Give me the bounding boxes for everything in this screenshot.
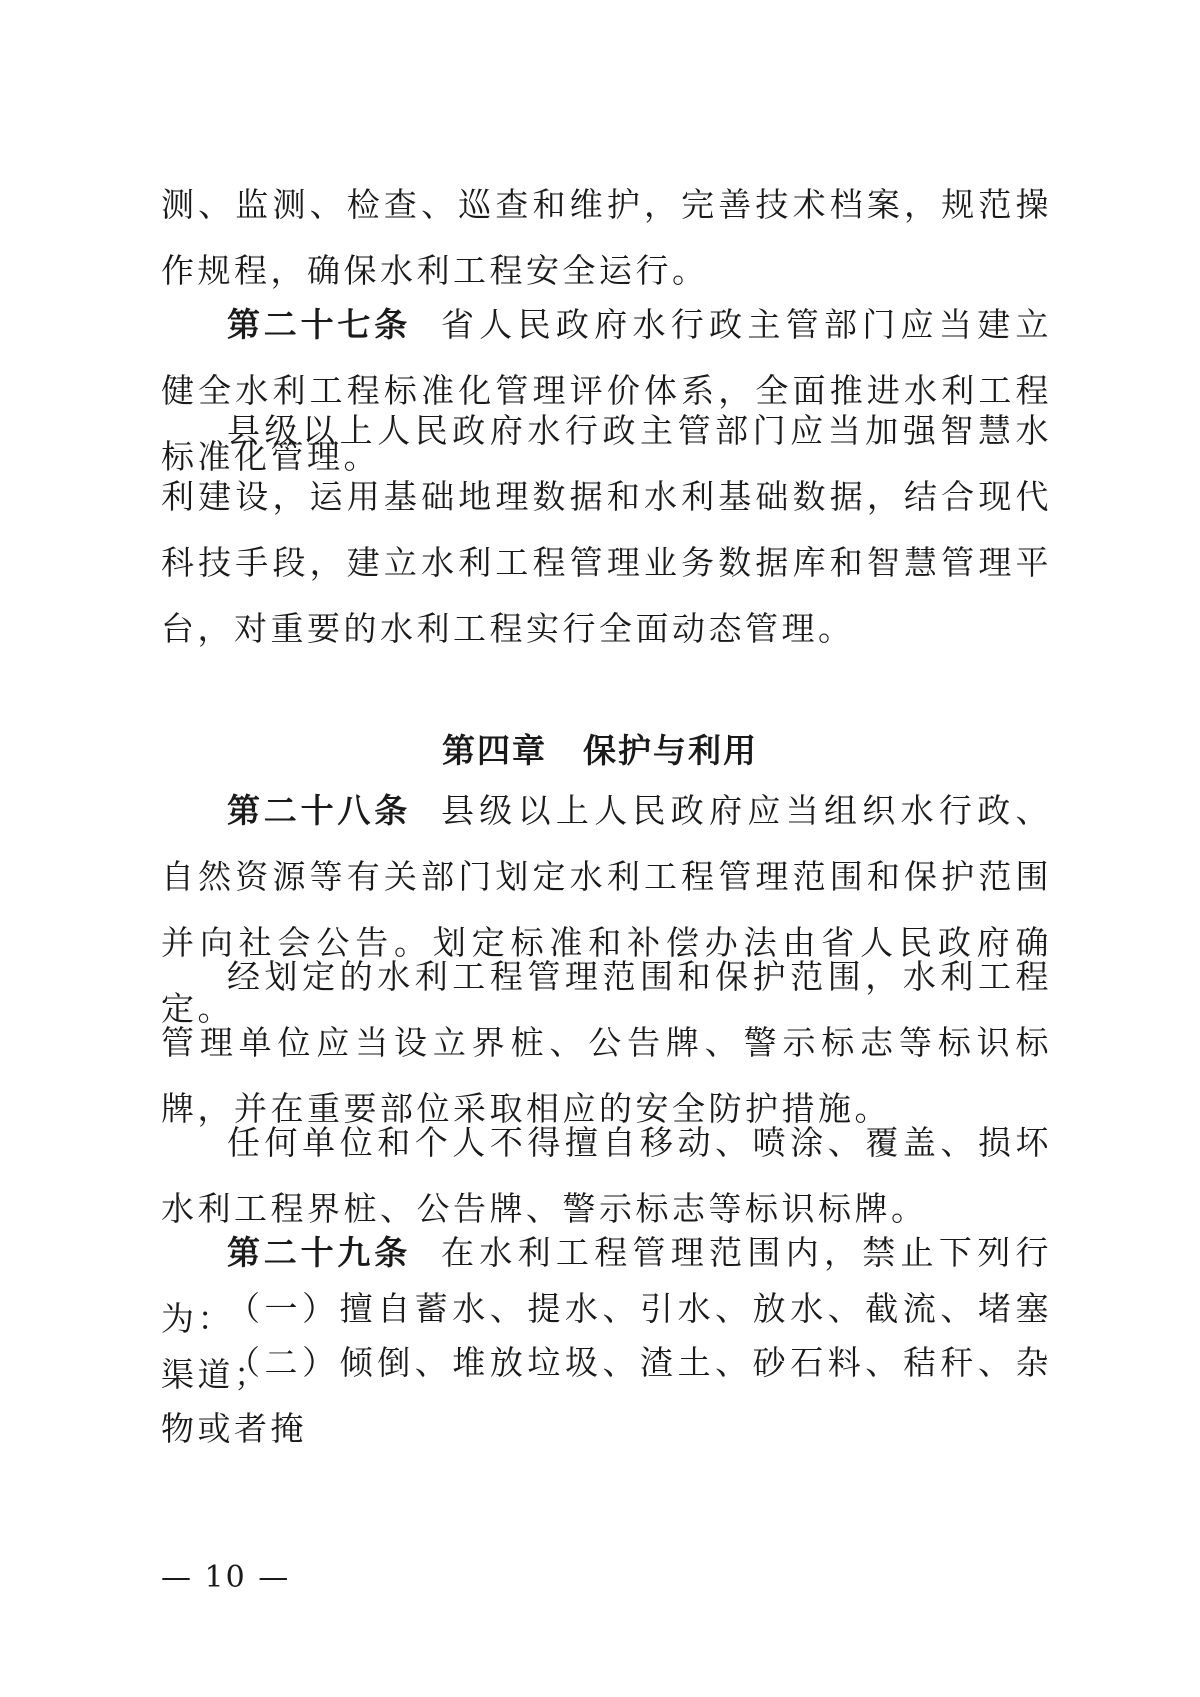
list-item-1: （一）擅自蓄水、提水、引水、放水、截流、堵塞渠道； xyxy=(161,1289,1052,1394)
article-heading: 第二十七条 xyxy=(227,305,411,344)
article-text: 省人民政府水行政主管部门应当建立健全水利工程标准化管理评价体系，全面推进水利工程标准化管理。 xyxy=(161,305,1053,476)
page-number: — 10 — xyxy=(161,1560,291,1595)
article-heading: 第二十九条 xyxy=(227,1233,411,1272)
chapter-number: 第四章 xyxy=(442,731,547,770)
chapter-title: 保护与利用 xyxy=(583,731,758,770)
article-text: 在水利工程管理范围内，禁止下列行为： xyxy=(161,1233,1053,1338)
article-text: 县级以上人民政府应当组织水行政、自然资源等有关部门划定水利工程管理范围和保护范围并向社会公告。划定标准和补偿办法由省人民政府确定。 xyxy=(161,791,1053,1028)
article-heading: 第二十八条 xyxy=(227,791,411,830)
paragraph-continuation: 测、监测、检查、巡查和维护，完善技术档案，规范操作规程，确保水利工程安全运行。 xyxy=(161,185,1052,290)
paragraph-smart-water: 县级以上人民政府水行政主管部门应当加强智慧水利建设，运用基础地理数据和水利基础数据，结合现代科技手段，建立水利工程管理业务数据库和智慧管理平台，对重要的水利工程实行全面动态管理。 xyxy=(161,411,1052,648)
list-item-2: （二）倾倒、堆放垃圾、渣土、砂石料、秸秆、杂物或者掩 xyxy=(161,1343,1052,1448)
paragraph-markers: 经划定的水利工程管理范围和保护范围，水利工程管理单位应当设立界桩、公告牌、警示标志等标识标牌，并在重要部位采取相应的安全防护措施。 xyxy=(161,957,1052,1128)
chapter-heading xyxy=(0,725,1200,772)
paragraph-prohibition: 任何单位和个人不得擅自移动、喷涂、覆盖、损坏水利工程界桩、公告牌、警示标志等标识标牌。 xyxy=(161,1123,1052,1228)
